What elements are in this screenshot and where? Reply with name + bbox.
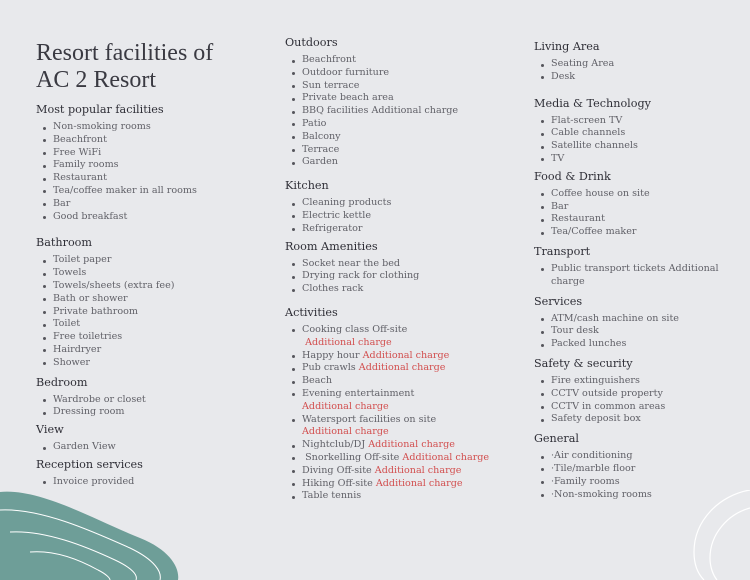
list-item: Garden: [302, 156, 500, 169]
facility-list: [36, 441, 266, 454]
list-item: Toilet paper: [53, 254, 266, 267]
section-room-amenities: [285, 240, 500, 296]
section-outdoors: [285, 36, 500, 169]
list-item: Dressing room: [53, 406, 266, 419]
list-item: [302, 324, 500, 350]
list-item: Hairdryer: [53, 344, 266, 357]
list-item: [302, 414, 500, 440]
facility-list: [36, 394, 266, 420]
list-item: Fire extinguishers: [551, 375, 744, 388]
list-item: Safety deposit box: [551, 413, 744, 426]
item-label: Happy hour: [302, 349, 360, 361]
facility-list: [285, 54, 500, 169]
item-label: Watersport facilities on site: [302, 413, 437, 425]
list-item: Clothes rack: [302, 283, 500, 296]
list-item: [302, 350, 500, 363]
facility-list: [285, 197, 500, 235]
list-item: Tea/coffee maker in all rooms: [53, 185, 266, 198]
list-item: BBQ facilities Additional charge: [302, 105, 500, 118]
section-services: [534, 295, 744, 351]
additional-charge-tag: Additional charge: [358, 362, 446, 374]
list-item: Good breakfast: [53, 211, 266, 224]
section-heading: Media & Technology: [534, 96, 651, 110]
list-item: CCTV in common areas: [551, 401, 744, 414]
section-media-technology: [534, 97, 744, 166]
facility-list: [285, 324, 500, 503]
facility-list: [534, 450, 744, 501]
list-item: Electric kettle: [302, 210, 500, 223]
list-item: ATM/cash machine on site: [551, 313, 744, 326]
section-bathroom: [36, 236, 266, 369]
list-item: Packed lunches: [551, 338, 744, 351]
list-item: Bath or shower: [53, 293, 266, 306]
section-heading: Outdoors: [285, 36, 338, 49]
list-item: Outdoor furniture: [302, 67, 500, 80]
list-item: Cleaning products: [302, 197, 500, 210]
list-item: Beach: [302, 375, 500, 388]
additional-charge-tag: Additional charge: [305, 336, 392, 348]
list-item: Tea/Coffee maker: [551, 226, 744, 239]
facility-list: [534, 313, 744, 351]
list-item: TV: [551, 153, 744, 166]
list-item: Wardrobe or closet: [53, 394, 266, 407]
section-heading: Services: [534, 294, 583, 308]
list-item: Invoice provided: [53, 476, 266, 489]
facility-list: [534, 375, 744, 426]
section-heading: Living Area: [534, 40, 600, 53]
section-heading: Reception services: [36, 457, 143, 471]
list-item: Non-smoking rooms: [53, 121, 266, 134]
section-heading: Bedroom: [36, 375, 88, 389]
ring-decoration: [690, 490, 750, 580]
list-item: Drying rack for clothing: [302, 270, 500, 283]
facility-list: [534, 58, 744, 84]
list-item: Seating Area: [551, 58, 744, 71]
section-view: [36, 423, 266, 454]
list-item: [302, 465, 500, 478]
list-item: Garden View: [53, 441, 266, 454]
additional-charge-tag: Additional charge: [375, 477, 463, 489]
list-item: Flat-screen TV: [551, 115, 744, 128]
list-item: ·Air conditioning: [551, 450, 744, 463]
list-item: Free WiFi: [53, 147, 266, 160]
additional-charge-tag: Additional charge: [374, 464, 462, 476]
item-label: Diving Off-site: [302, 464, 372, 476]
facility-list: [534, 263, 744, 289]
section-food-drink: [534, 170, 744, 239]
list-item: Restaurant: [551, 213, 744, 226]
list-item: Toilet: [53, 318, 266, 331]
additional-charge-tag: Additional charge: [302, 426, 389, 438]
list-item: ·Non-smoking rooms: [551, 489, 744, 502]
list-item: CCTV outside property: [551, 388, 744, 401]
list-item: Free toiletries: [53, 331, 266, 344]
item-label: Hiking Off-site: [302, 477, 373, 489]
section-heading: View: [36, 423, 64, 437]
list-item: Shower: [53, 357, 266, 370]
section-safety-security: [534, 357, 744, 426]
list-item: Patio: [302, 118, 500, 131]
list-item: Table tennis: [302, 490, 500, 503]
page-title: Resort facilities of AC 2 Resort: [36, 40, 214, 93]
facility-list: [534, 115, 744, 166]
list-item: Desk: [551, 71, 744, 84]
section-heading: Kitchen: [285, 179, 329, 193]
list-item: Restaurant: [53, 172, 266, 185]
item-label: Nightclub/DJ: [302, 439, 366, 451]
list-item: Socket near the bed: [302, 258, 500, 271]
list-item: Sun terrace: [302, 80, 500, 93]
list-item: Towels: [53, 267, 266, 280]
section-activities: [285, 306, 500, 503]
section-heading: Activities: [285, 305, 338, 319]
section-reception: [36, 458, 266, 489]
section-general: [534, 432, 744, 501]
list-item: ·Tile/marble floor: [551, 463, 744, 476]
section-living-area: [534, 40, 744, 84]
item-label: Pub crawls: [302, 362, 356, 374]
list-item: Bar: [551, 201, 744, 214]
list-item: Public transport tickets Additional charge: [551, 263, 721, 289]
additional-charge-tag: Additional charge: [302, 400, 389, 412]
section-bedroom: [36, 376, 266, 420]
list-item: Coffee house on site: [551, 188, 744, 201]
facility-list: [36, 254, 266, 369]
list-item: Cable channels: [551, 127, 744, 140]
column-left: [36, 40, 266, 489]
list-item: Private beach area: [302, 92, 500, 105]
facility-list: [534, 188, 744, 239]
section-kitchen: [285, 179, 500, 235]
section-heading: Food & Drink: [534, 169, 611, 183]
list-item: Towels/sheets (extra fee): [53, 280, 266, 293]
item-label: Snorkelling Off-site: [305, 451, 400, 463]
facility-list: [36, 476, 266, 489]
section-heading: Transport: [534, 244, 591, 258]
section-heading: Most popular facilities: [36, 103, 164, 116]
list-item: [302, 478, 500, 491]
wave-decoration: [0, 480, 190, 580]
list-item: Terrace: [302, 144, 500, 157]
section-heading: General: [534, 432, 579, 446]
column-middle: [285, 36, 500, 503]
list-item: Tour desk: [551, 325, 744, 338]
list-item: [302, 362, 500, 375]
additional-charge-tag: Additional charge: [368, 439, 455, 451]
additional-charge-tag: Additional charge: [362, 349, 450, 361]
list-item: Family rooms: [53, 159, 266, 172]
section-transport: [534, 245, 744, 289]
section-most-popular: [36, 103, 266, 223]
list-item: ·Family rooms: [551, 476, 744, 489]
list-item: [302, 452, 500, 465]
list-item: [302, 388, 500, 414]
list-item: Refrigerator: [302, 223, 500, 236]
list-item: Beachfront: [302, 54, 500, 67]
facility-list: [36, 121, 266, 223]
item-label: Cooking class Off-site: [302, 323, 408, 335]
list-item: Satellite channels: [551, 140, 744, 153]
section-heading: Bathroom: [36, 236, 93, 250]
column-right: [534, 40, 744, 501]
section-heading: Room Amenities: [285, 239, 378, 253]
list-item: Beachfront: [53, 134, 266, 147]
list-item: Private bathroom: [53, 306, 266, 319]
item-label: Evening entertainment: [302, 387, 415, 399]
list-item: [302, 439, 500, 452]
list-item: Balcony: [302, 131, 500, 144]
section-heading: Safety & security: [534, 356, 633, 370]
list-item: Bar: [53, 198, 266, 211]
facility-list: [285, 258, 500, 296]
additional-charge-tag: Additional charge: [402, 451, 490, 463]
